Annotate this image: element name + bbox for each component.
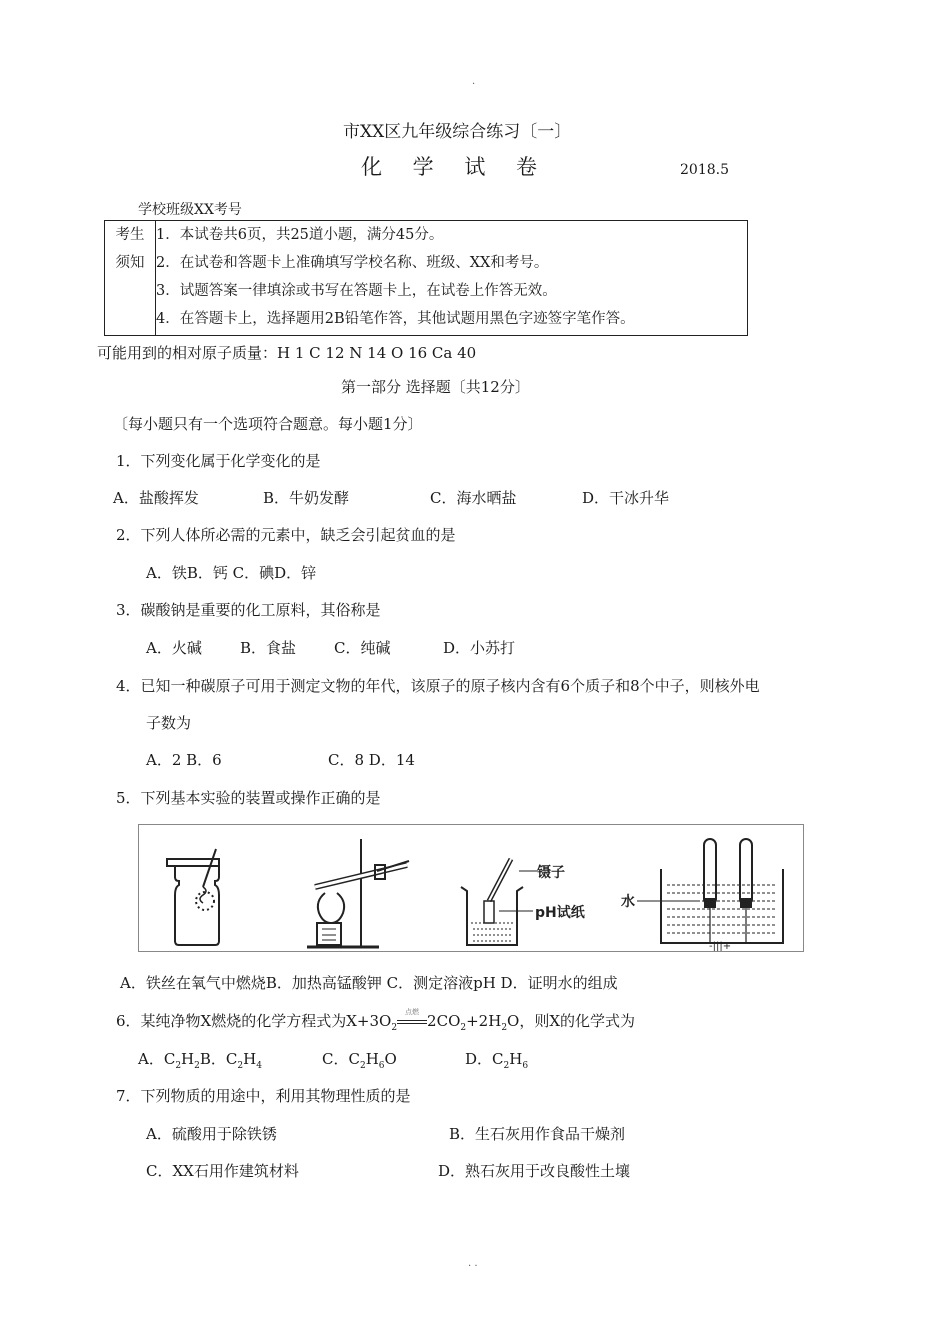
notice-item: 2．在试卷和答题卡上准确填写学校名称、班级、XX和考号。 — [156, 255, 549, 271]
q3-option-d: D．小苏打 — [443, 639, 516, 657]
q6-sub: 2 — [359, 1061, 366, 1071]
q7-option-c: C．XX石用作建筑材料 — [146, 1162, 299, 1180]
q6-b: B．C — [199, 1050, 238, 1068]
atomic-masses: 可能用到的相对原子质量：H 1 C 12 N 14 O 16 Ca 40 — [97, 344, 477, 362]
q3-option-b: B．食盐 — [240, 639, 297, 657]
q1-option-d: D．干冰升华 — [582, 489, 670, 507]
q7-stem: 7．下列物质的用途中，利用其物理性质的是 — [116, 1087, 411, 1105]
q6-sub: 2 — [503, 1061, 510, 1071]
reaction-arrow — [397, 1008, 427, 1030]
part1-heading: 第一部分 选择题〔共12分〕 — [341, 378, 530, 396]
q4-options-cd: C．8 D．14 — [328, 751, 415, 769]
q4-options-ab: A．2 B．6 — [146, 751, 222, 769]
exam-date: 2018.5 — [680, 162, 729, 178]
q6-sub: 4 — [256, 1061, 262, 1071]
q6-stem — [116, 1010, 635, 1033]
q4-stem-line1: 4．已知一种碳原子可用于测定文物的年代，该原子的原子核内含有6个质子和8个中子，则核外电 — [116, 677, 760, 695]
tweezers-label: 镊子 — [537, 865, 565, 881]
part1-instruction: 〔每小题只有一个选项符合题意。每小题1分〕 — [113, 415, 423, 433]
q3-option-a: A．火碱 — [146, 639, 202, 657]
notice-label-line2: 须知 — [115, 255, 145, 271]
q6-option-c — [322, 1048, 397, 1071]
subject-title: 化 学 试 卷 — [361, 155, 539, 179]
bottom-mark: . . — [468, 1258, 478, 1269]
notice-label-line1: 考生 — [115, 227, 145, 243]
q6-a: H — [181, 1050, 195, 1068]
q1-option-b: B．牛奶发酵 — [263, 489, 350, 507]
q6-sub: 6 — [522, 1061, 529, 1071]
q1-option-a: A．盐酸挥发 — [113, 489, 199, 507]
electrolysis-icon — [637, 839, 783, 943]
q6-sub: 2 — [175, 1061, 182, 1071]
q6-c: H — [365, 1050, 379, 1068]
q4-stem-line2: 子数为 — [146, 714, 192, 732]
q1-stem: 1．下列变化属于化学变化的是 — [116, 452, 321, 470]
q6-c: C．C — [322, 1050, 360, 1068]
q6-d: D．C — [465, 1050, 504, 1068]
gas-jar-icon — [167, 849, 219, 945]
q6-option-d — [465, 1048, 528, 1071]
q6-stem-prefix: 6．某纯净物X燃烧的化学方程式为X+3O — [116, 1012, 392, 1030]
q7-option-a: A．硫酸用于除铁锈 — [146, 1125, 277, 1143]
heating-apparatus-icon — [307, 839, 409, 947]
q6-stem-suffix: O，则X的化学式为 — [507, 1012, 636, 1030]
q3-option-c: C．纯碱 — [334, 639, 391, 657]
q6-sub: 6 — [378, 1061, 385, 1071]
q2-stem: 2．下列人体所必需的元素中，缺乏会引起贫血的是 — [116, 526, 456, 544]
q2-options: A．铁B．钙 C．碘D．锌 — [146, 564, 317, 582]
q6-d: H — [509, 1050, 523, 1068]
q6-product2: +2H — [466, 1012, 502, 1030]
reaction-condition: 点燃 — [405, 1008, 420, 1016]
q5-figure — [138, 824, 804, 952]
notice-items — [156, 221, 748, 336]
q7-option-b: B．生石灰用作食品干燥剂 — [449, 1125, 626, 1143]
q5-stem: 5．下列基本实验的装置或操作正确的是 — [116, 789, 381, 807]
q3-stem: 3．碳酸钠是重要的化工原料，其俗称是 — [116, 601, 381, 619]
q6-c: O — [384, 1050, 397, 1068]
q6-product1: 2CO — [427, 1012, 461, 1030]
q1-option-c: C．海水晒盐 — [430, 489, 517, 507]
notice-item: 1．本试卷共6页，共25道小题，满分45分。 — [156, 227, 444, 243]
q5-options: A．铁丝在氧气中燃烧B．加热高锰酸钾 C．测定溶液pH D．证明水的组成 — [120, 974, 618, 992]
q5-figure-drawing — [139, 825, 803, 951]
q6-a: A．C — [138, 1050, 176, 1068]
q6-b: H — [243, 1050, 257, 1068]
notice-item: 3．试题答案一律填涂或书写在答题卡上，在试卷上作答无效。 — [156, 283, 557, 299]
exam-title: 市XX区九年级综合练习〔一〕 — [343, 122, 572, 142]
battery-label: -|||+ — [709, 941, 732, 951]
q7-option-d: D．熟石灰用于改良酸性土壤 — [438, 1162, 631, 1180]
q6-sub: 2 — [501, 1023, 508, 1033]
ph-paper-label: pH试纸 — [535, 905, 585, 921]
q6-sub: 2 — [194, 1061, 200, 1071]
top-mark: . — [472, 76, 476, 87]
water-label: 水 — [621, 894, 635, 910]
q6-sub: 2 — [391, 1023, 398, 1033]
q6-options-ab — [138, 1048, 262, 1071]
beaker-icon — [461, 859, 537, 945]
q6-sub: 2 — [237, 1061, 244, 1071]
notice-label — [105, 221, 156, 336]
q6-sub: 2 — [460, 1023, 467, 1033]
student-info-line: 学校班级XX考号 — [138, 202, 242, 218]
notice-item: 4．在答题卡上，选择题用2B铅笔作答，其他试题用黑色字迹签字笔作答。 — [156, 311, 635, 327]
notice-table — [104, 220, 748, 336]
